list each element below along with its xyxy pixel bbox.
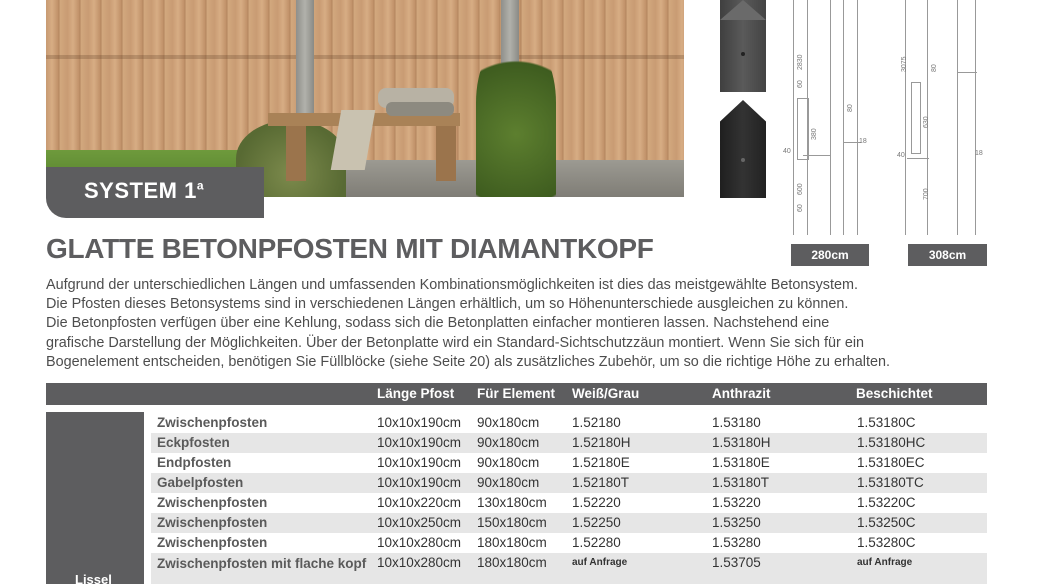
cell-laenge: 10x10x280cm bbox=[377, 555, 462, 570]
table-row bbox=[151, 433, 987, 453]
paragraph-line: Die Pfosten dieses Betonsystems sind in verschiedenen Längen erhältlich, um so Höhenunterschiede ausgleichen zu können. bbox=[46, 296, 849, 313]
groove-outline bbox=[911, 82, 921, 154]
dimension-label: 80 bbox=[847, 104, 854, 112]
cell-element: 90x180cm bbox=[477, 415, 540, 430]
cell-name: Gabelpfosten bbox=[157, 475, 244, 490]
groove-outline bbox=[797, 98, 809, 160]
paragraph-line: Aufgrund der unterschiedlichen Längen und umfassenden Kombinationsmöglichkeiten ist dies das meistgewählte Betonsystem. bbox=[46, 277, 858, 293]
cell-weiss: 1.52180H bbox=[572, 435, 631, 450]
post-outline bbox=[957, 0, 958, 235]
table-row bbox=[151, 513, 987, 533]
cell-beschichtet: 1.53250C bbox=[857, 515, 916, 530]
cell-weiss: auf Anfrage bbox=[572, 557, 628, 568]
cell-beschichtet: 1.53180HC bbox=[857, 435, 926, 450]
cell-anthrazit: 1.53180 bbox=[712, 415, 761, 430]
post-outline bbox=[857, 0, 858, 235]
dimension-line bbox=[803, 155, 831, 156]
system-label-text: SYSTEM 1 bbox=[84, 178, 197, 203]
technical-drawing-308 bbox=[895, 0, 990, 235]
cell-weiss: 1.52250 bbox=[572, 515, 621, 530]
page-title: GLATTE BETONPFOSTEN MIT DIAMANTKOPF bbox=[46, 233, 654, 264]
post-hole bbox=[741, 158, 745, 162]
cell-anthrazit: 1.53250 bbox=[712, 515, 761, 530]
group-label-cell bbox=[46, 412, 144, 587]
cell-name: Zwischenpfosten bbox=[157, 495, 268, 510]
cell-anthrazit: 1.53705 bbox=[712, 555, 761, 570]
col-header-weiss: Weiß/Grau bbox=[572, 386, 640, 401]
dimension-label: 3075 bbox=[901, 56, 908, 72]
cell-beschichtet: 1.53180C bbox=[857, 415, 916, 430]
dimension-label: 2830 bbox=[797, 54, 804, 70]
cell-name: Zwischenpfosten bbox=[157, 515, 268, 530]
cell-name: Eckpfosten bbox=[157, 435, 230, 450]
length-badge-308: 308cm bbox=[908, 244, 987, 266]
cell-weiss: 1.52180 bbox=[572, 415, 621, 430]
grey-post-photo bbox=[720, 0, 766, 92]
dimension-label: 380 bbox=[811, 128, 818, 140]
dimension-label: 80 bbox=[931, 64, 938, 72]
cell-beschichtet: auf Anfrage bbox=[857, 557, 913, 568]
dimension-label: 700 bbox=[923, 188, 930, 200]
paragraph-line: Bogenelement entscheiden, benötigen Sie Füllblöcke (siehe Seite 20) als zusätzliches Zubehör, um so die richtige Höhe zu erhalten. bbox=[46, 353, 890, 370]
cell-name: Zwischenpfosten bbox=[157, 415, 268, 430]
col-header-anthrazit: Anthrazit bbox=[712, 386, 771, 401]
dimension-label: 600 bbox=[797, 183, 804, 195]
post-outline bbox=[975, 0, 976, 235]
system-label bbox=[84, 178, 204, 203]
post-outline bbox=[843, 0, 844, 235]
cell-element: 130x180cm bbox=[477, 495, 547, 510]
cell-beschichtet: 1.53180EC bbox=[857, 455, 925, 470]
climbing-plant bbox=[476, 40, 556, 197]
table-row bbox=[151, 473, 987, 493]
dimension-label: 40 bbox=[783, 148, 791, 155]
cell-weiss: 1.52180E bbox=[572, 455, 630, 470]
dimension-label: 18 bbox=[975, 150, 983, 157]
cell-laenge: 10x10x190cm bbox=[377, 455, 462, 470]
table-row bbox=[151, 533, 987, 553]
cell-beschichtet: 1.53180TC bbox=[857, 475, 924, 490]
cell-name: Zwischenpfosten bbox=[157, 535, 268, 550]
cell-anthrazit: 1.53180E bbox=[712, 455, 770, 470]
system-tab bbox=[46, 167, 264, 218]
bench-leg bbox=[286, 126, 306, 181]
col-header-laenge: Länge Pfost bbox=[377, 386, 455, 401]
dimension-label: 60 bbox=[797, 80, 804, 88]
cell-element: 180x180cm bbox=[477, 555, 547, 570]
cushion bbox=[386, 102, 454, 116]
cell-name: Zwischenpfosten mit flache kopf bbox=[157, 556, 367, 571]
cell-laenge: 10x10x190cm bbox=[377, 435, 462, 450]
cell-anthrazit: 1.53280 bbox=[712, 535, 761, 550]
cell-element: 90x180cm bbox=[477, 455, 540, 470]
dimension-label: 60 bbox=[797, 204, 804, 212]
dimension-line bbox=[907, 158, 929, 159]
table-row bbox=[151, 453, 987, 473]
cell-element: 180x180cm bbox=[477, 535, 547, 550]
dimension-label: 18 bbox=[859, 138, 867, 145]
bench-leg bbox=[436, 126, 456, 181]
cell-laenge: 10x10x190cm bbox=[377, 475, 462, 490]
cell-element: 90x180cm bbox=[477, 475, 540, 490]
group-label: Lissel bbox=[75, 572, 112, 587]
cell-anthrazit: 1.53180H bbox=[712, 435, 771, 450]
description-paragraph bbox=[46, 276, 991, 372]
cell-anthrazit: 1.53180T bbox=[712, 475, 770, 490]
cell-element: 90x180cm bbox=[477, 435, 540, 450]
diamond-head bbox=[720, 0, 766, 20]
cell-laenge: 10x10x190cm bbox=[377, 415, 462, 430]
cell-beschichtet: 1.53280C bbox=[857, 535, 916, 550]
technical-drawing-280 bbox=[785, 0, 875, 235]
cell-weiss: 1.52220 bbox=[572, 495, 621, 510]
system-label-superscript: a bbox=[196, 178, 204, 193]
paragraph-line: Die Betonpfosten verfügen über eine Kehlung, sodass sich die Betonplatten einfacher montieren lassen. Nachstehend eine bbox=[46, 315, 830, 332]
cell-laenge: 10x10x250cm bbox=[377, 515, 462, 530]
cell-weiss: 1.52180T bbox=[572, 475, 630, 490]
cell-laenge: 10x10x220cm bbox=[377, 495, 462, 510]
dimension-label: 40 bbox=[897, 152, 905, 159]
cell-beschichtet: 1.53220C bbox=[857, 495, 916, 510]
table-header bbox=[46, 383, 987, 405]
cell-laenge: 10x10x280cm bbox=[377, 535, 462, 550]
length-badge-280: 280cm bbox=[791, 244, 869, 266]
dimension-label: 630 bbox=[923, 116, 930, 128]
table-row bbox=[151, 413, 987, 433]
table-row bbox=[151, 493, 987, 513]
dimension-line bbox=[957, 72, 977, 73]
post-outline bbox=[830, 0, 831, 235]
col-header-element: Für Element bbox=[477, 386, 556, 401]
paragraph-line: grafische Darstellung der Möglichkeiten. Über der Betonplatte wird ein Standard-Sichtschutzzäun montiert. Wenn Sie sich für ein bbox=[46, 334, 865, 351]
cell-weiss: 1.52280 bbox=[572, 535, 621, 550]
dimension-line bbox=[793, 0, 794, 235]
cell-element: 150x180cm bbox=[477, 515, 547, 530]
post-outline bbox=[905, 0, 906, 235]
post-hole bbox=[741, 52, 745, 56]
anthracite-post-photo bbox=[720, 100, 766, 198]
cell-name: Endpfosten bbox=[157, 455, 232, 470]
table-row bbox=[151, 553, 987, 584]
col-header-beschichtet: Beschichtet bbox=[856, 386, 933, 401]
cell-anthrazit: 1.53220 bbox=[712, 495, 761, 510]
fence-rail bbox=[46, 55, 684, 59]
